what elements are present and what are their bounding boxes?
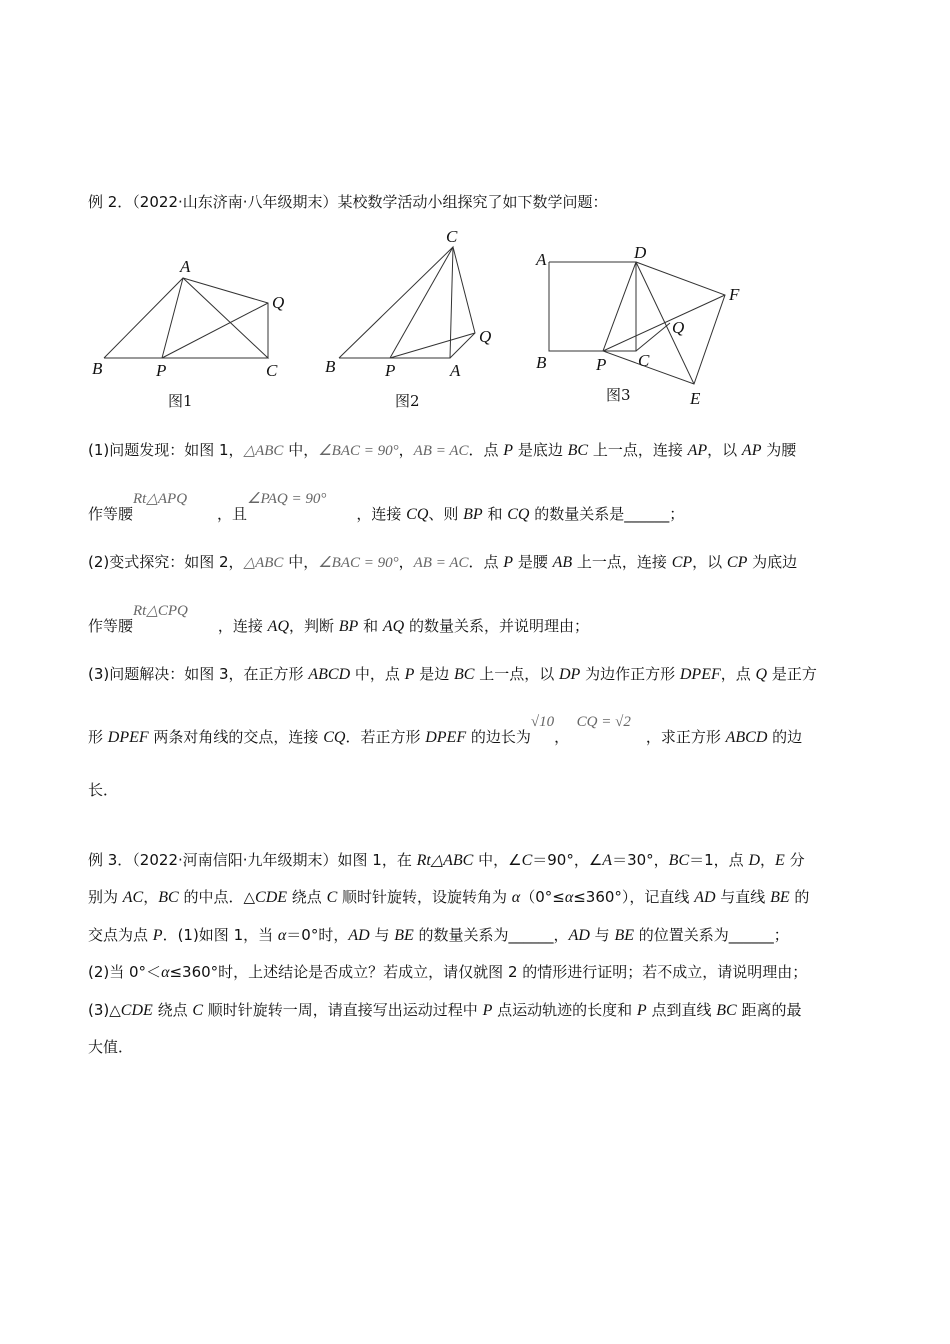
text-run: ， xyxy=(760,851,776,869)
text-run: D xyxy=(748,852,760,869)
text-run: AB xyxy=(552,554,573,571)
text-run: P xyxy=(152,927,163,944)
text-run: CDE xyxy=(120,1002,153,1019)
text-run: P xyxy=(482,1002,493,1019)
text-run: BC xyxy=(158,889,179,906)
text-run: ≤360°），记直线 xyxy=(573,888,695,906)
text-run: 形 xyxy=(88,728,108,746)
fig3-caption: 图3 xyxy=(606,386,631,404)
text-run: 顺时针旋转一周，请直接写出运动过程中 xyxy=(203,1001,483,1019)
fig3-label-c: C xyxy=(638,351,650,370)
text-run: 的边 xyxy=(767,728,803,746)
text-run: 作等腰 xyxy=(88,617,134,635)
text-run: (1)问题发现：如图 1， xyxy=(88,441,244,459)
text-run: 绕点 xyxy=(287,888,327,906)
text-run: ，点 xyxy=(720,665,756,683)
text-run: 中， xyxy=(283,441,319,459)
text-run: 是正方 xyxy=(767,665,817,683)
text-run: ＝0°时， xyxy=(286,926,349,944)
text-line xyxy=(88,603,589,637)
text-run: BE xyxy=(770,889,790,906)
fig3-label-d: D xyxy=(634,243,647,262)
math-formula: Rt△APQ xyxy=(133,491,188,507)
text-run: 、则 xyxy=(428,505,464,523)
fig1-label-c: C xyxy=(266,361,278,380)
text-run: ，以 xyxy=(707,441,742,459)
text-run: 别为 xyxy=(88,888,123,906)
fig1-label-b: B xyxy=(92,359,103,378)
math-formula: AB = AC xyxy=(413,555,469,571)
text-run: 上一点，连接 xyxy=(572,553,672,571)
text-run: AC xyxy=(122,889,144,906)
fig1-label-q: Q xyxy=(272,293,285,312)
text-run: Rt△ABC xyxy=(416,852,474,869)
text-run: （0°≤ xyxy=(520,888,565,906)
text-line xyxy=(88,491,685,525)
math-formula: △ABC xyxy=(243,555,284,571)
text-run: 顺时针旋转，设旋转角为 xyxy=(337,888,512,906)
text-run: 交点为点 xyxy=(88,926,153,944)
text-run: 的数量关系，并说明理由； xyxy=(404,617,589,635)
text-run: AD xyxy=(694,889,716,906)
text-run: ， xyxy=(398,553,414,571)
fig2-label-a: A xyxy=(450,361,461,380)
text-run: ， xyxy=(398,441,414,459)
figure-2 xyxy=(325,227,491,410)
text-run: 和 xyxy=(358,617,383,635)
text-run: 大值． xyxy=(88,1038,134,1056)
text-run: BC xyxy=(454,666,475,683)
text-run: AP xyxy=(687,442,708,459)
text-run: 的边长为 xyxy=(466,728,531,746)
text-run: 上一点，连接 xyxy=(588,441,688,459)
text-run: CQ xyxy=(323,729,346,746)
text-run: BE xyxy=(614,927,634,944)
text-run: 与 xyxy=(589,926,615,944)
text-line xyxy=(88,887,809,908)
text-line xyxy=(88,714,803,748)
text-run: 两条对角线的交点，连接 xyxy=(148,728,324,746)
text-run: 是边 xyxy=(414,665,454,683)
text-run: 点到直线 xyxy=(646,1001,717,1019)
text-run: DPEF xyxy=(679,666,721,683)
text-run: 和 xyxy=(482,505,508,523)
text-run: ．(1)如图 1，当 xyxy=(162,926,278,944)
text-run: 的位置关系为 xyxy=(633,926,729,944)
text-run: AD xyxy=(348,927,370,944)
text-line xyxy=(88,552,797,573)
text-run: AQ xyxy=(382,618,405,635)
text-line xyxy=(88,780,118,800)
text-line xyxy=(88,1037,133,1057)
text-run: 作等腰 xyxy=(88,505,134,523)
math-formula: ∠BAC = 90° xyxy=(318,443,399,459)
text-run: 为腰 xyxy=(761,441,797,459)
text-run: Q xyxy=(755,666,768,683)
text-run: ＝90°，∠ xyxy=(532,851,603,869)
text-run: ， xyxy=(554,728,577,746)
text-run: (2)变式探究：如图 2， xyxy=(88,553,244,571)
math-formula: √10 xyxy=(530,714,555,730)
text-run: 中， xyxy=(283,553,319,571)
text-run: ＝1，点 xyxy=(689,851,749,869)
text-run: α xyxy=(161,964,170,981)
text-run: 中，∠ xyxy=(473,851,522,869)
text-run: 分 xyxy=(784,851,805,869)
text-run: BP xyxy=(338,618,359,635)
text-run: ，求正方形 xyxy=(630,728,726,746)
fig1-label-a: A xyxy=(180,257,191,276)
fig3-label-f: F xyxy=(729,285,740,304)
text-line xyxy=(88,1000,801,1021)
text-run: α xyxy=(277,927,287,944)
text-run: (3)问题解决：如图 3，在正方形 xyxy=(88,665,309,683)
text-run: A xyxy=(602,852,613,869)
text-run: 中，点 xyxy=(350,665,405,683)
text-run: BC xyxy=(716,1002,737,1019)
fig2-label-p: P xyxy=(385,361,396,380)
text-run: AP xyxy=(741,442,762,459)
fig3-label-b: B xyxy=(536,353,547,372)
text-run: ， xyxy=(553,926,569,944)
text-run: ABCD xyxy=(725,729,768,746)
text-run: α xyxy=(564,889,574,906)
example-3-heading xyxy=(88,850,805,871)
fig2-caption: 图2 xyxy=(395,392,420,410)
text-run: ，连接 xyxy=(326,505,407,523)
text-run: CP xyxy=(726,554,748,571)
math-formula: CQ = √2 xyxy=(576,714,631,730)
text-run: E xyxy=(775,852,785,869)
fig2-label-c: C xyxy=(446,227,458,246)
text-run: ，连接 xyxy=(187,617,268,635)
text-line xyxy=(88,440,796,461)
math-formula: ∠PAQ = 90° xyxy=(247,491,327,507)
text-run: 上一点，以 xyxy=(474,665,559,683)
text-run: BC xyxy=(668,852,690,869)
fig3-label-q: Q xyxy=(672,318,685,337)
text-run: 为边作正方形 xyxy=(580,665,680,683)
text-run: ； xyxy=(669,505,685,523)
fig2-label-q: Q xyxy=(479,327,492,346)
text-run: ； xyxy=(773,926,789,944)
text-run: ， xyxy=(143,888,159,906)
text-run: BE xyxy=(394,927,414,944)
text-run: DP xyxy=(559,666,581,683)
text-run: CQ xyxy=(406,506,429,523)
answer-blank: ______ xyxy=(624,505,670,523)
text-line xyxy=(88,664,817,685)
fig1-label-p: P xyxy=(156,361,167,380)
text-run: 的 xyxy=(789,888,810,906)
fig3-label-a: A xyxy=(536,250,547,269)
text-run: CDE xyxy=(255,889,288,906)
fig3-label-e: E xyxy=(690,389,701,408)
answer-blank: ______ xyxy=(728,926,774,944)
text-run: ，且 xyxy=(187,505,248,523)
text-run: BC xyxy=(567,442,589,459)
text-run: P xyxy=(503,554,514,571)
text-run: 为底边 xyxy=(747,553,798,571)
fig1-caption: 图1 xyxy=(168,392,193,410)
text-run: ，判断 xyxy=(289,617,339,635)
text-run: 是腰 xyxy=(513,553,553,571)
text-run: 的中点．△ xyxy=(178,888,256,906)
text-run: 与 xyxy=(369,926,395,944)
text-run: α xyxy=(511,889,521,906)
text-run: ≤360°时，上述结论是否成立？若成立，请仅就图 2 的情形进行证明；若不成立，请说明理由； xyxy=(169,963,808,981)
math-formula: ∠BAC = 90° xyxy=(318,555,399,571)
text-run: ，以 xyxy=(692,553,727,571)
answer-blank: ______ xyxy=(508,926,554,944)
fig2-label-b: B xyxy=(325,357,336,376)
text-run: AQ xyxy=(267,618,289,635)
text-run: CP xyxy=(671,554,693,571)
text-run: P xyxy=(404,666,415,683)
text-run: C xyxy=(326,889,338,906)
text-run: 距离的最 xyxy=(736,1001,802,1019)
text-run: 例 2．（2022·山东济南·八年级期末）某校数学活动小组探究了如下数学问题： xyxy=(88,193,608,211)
text-run: P xyxy=(636,1002,647,1019)
text-run: 长． xyxy=(88,781,119,799)
text-run: 的数量关系是 xyxy=(529,505,625,523)
text-run: 绕点 xyxy=(152,1001,193,1019)
text-run: 点运动轨迹的长度和 xyxy=(492,1001,637,1019)
text-run: 与直线 xyxy=(715,888,771,906)
text-run: DPEF xyxy=(107,729,149,746)
geometry-figures xyxy=(0,0,950,420)
text-line xyxy=(88,925,789,946)
text-line xyxy=(88,962,807,983)
figure-1 xyxy=(92,257,284,410)
text-run: (3)△ xyxy=(88,1001,121,1019)
text-run: ABCD xyxy=(308,666,351,683)
fig3-label-p: P xyxy=(596,355,607,374)
text-run: ．若正方形 xyxy=(345,728,426,746)
text-run: P xyxy=(503,442,514,459)
text-run: C xyxy=(521,852,533,869)
math-formula: △ABC xyxy=(243,443,284,459)
text-run: DPEF xyxy=(425,729,467,746)
text-run: 的数量关系为 xyxy=(413,926,509,944)
math-formula: Rt△CPQ xyxy=(133,603,188,619)
text-run: AD xyxy=(568,927,590,944)
text-run: C xyxy=(192,1002,204,1019)
text-run: ＝30°， xyxy=(612,851,669,869)
text-run: BP xyxy=(463,506,483,523)
text-run: 例 3．（2022·河南信阳·九年级期末）如图 1，在 xyxy=(88,851,417,869)
text-run: CQ xyxy=(507,506,530,523)
text-run: (2)当 0°＜ xyxy=(88,963,162,981)
text-run: 是底边 xyxy=(513,441,568,459)
text-run: ．点 xyxy=(468,441,504,459)
math-formula: AB = AC xyxy=(413,443,469,459)
figure-3 xyxy=(535,243,740,408)
text-run: ．点 xyxy=(468,553,504,571)
